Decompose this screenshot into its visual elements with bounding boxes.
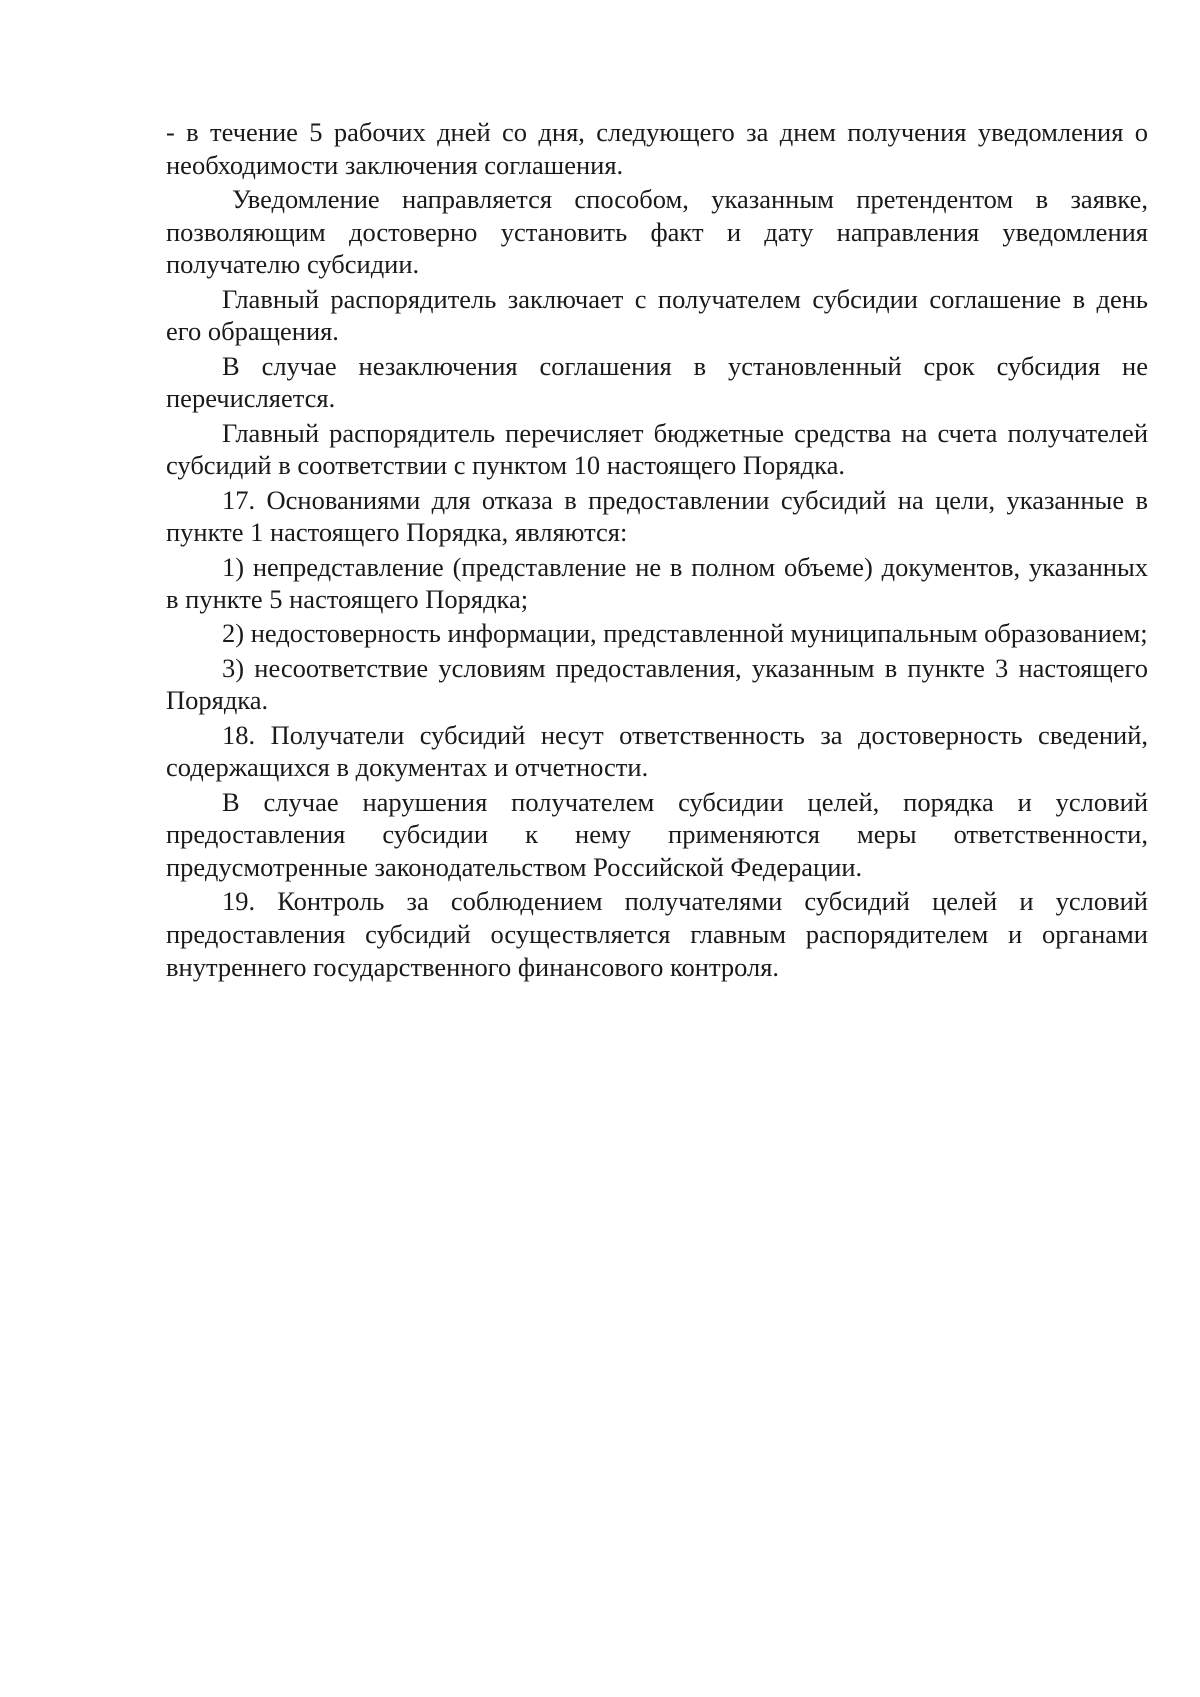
document-body (166, 116, 1148, 983)
paragraph-notification-method: Уведомление направляется способом, указанным претендентом в заявке, позволяющим достоверно установить факт и дату направления уведомления получателю субсидии. (166, 183, 1148, 280)
paragraph-notification-deadline: - в течение 5 рабочих дней со дня, следующего за днем получения уведомления о необходимости заключения соглашения. (166, 117, 1148, 180)
paragraph-17-item-3: 3) несоответствие условиям предоставления, указанным в пункте 3 настоящего Порядка. (166, 652, 1148, 716)
paragraph-non-conclusion: В случае незаключения соглашения в установленный срок субсидия не перечисляется. (166, 350, 1148, 414)
paragraph-agreement-conclusion: Главный распорядитель заключает с получателем субсидии соглашение в день его обращения. (166, 283, 1148, 347)
paragraph-19-control: 19. Контроль за соблюдением получателями субсидий целей и условий предоставления субсидий осуществляется главным распорядителем и органами внутреннего государственного финансового контроля. (166, 886, 1148, 982)
paragraph-17-item-1: 1) непредставление (представление не в полном объеме) документов, указанных в пункте 5 настоящего Порядка; (166, 551, 1148, 615)
paragraph-funds-transfer: Главный распорядитель перечисляет бюджетные средства на счета получателей субсидий в соответствии с пунктом 10 настоящего Порядка. (166, 417, 1148, 481)
paragraph-17-item-2: 2) недостоверность информации, представленной муниципальным образованием; (222, 618, 1148, 649)
paragraph-18-responsibility: 18. Получатели субсидий несут ответственность за достоверность сведений, содержащихся в документах и отчетности. (166, 719, 1148, 783)
paragraph-18-violation: В случае нарушения получателем субсидии целей, порядка и условий предоставления субсидии к нему применяются меры ответственности, предусмотренные законодательством Российской Федерации. (166, 786, 1148, 883)
paragraph-17-refusal-grounds: 17. Основаниями для отказа в предоставлении субсидий на цели, указанные в пункте 1 настоящего Порядка, являются: (166, 484, 1148, 548)
